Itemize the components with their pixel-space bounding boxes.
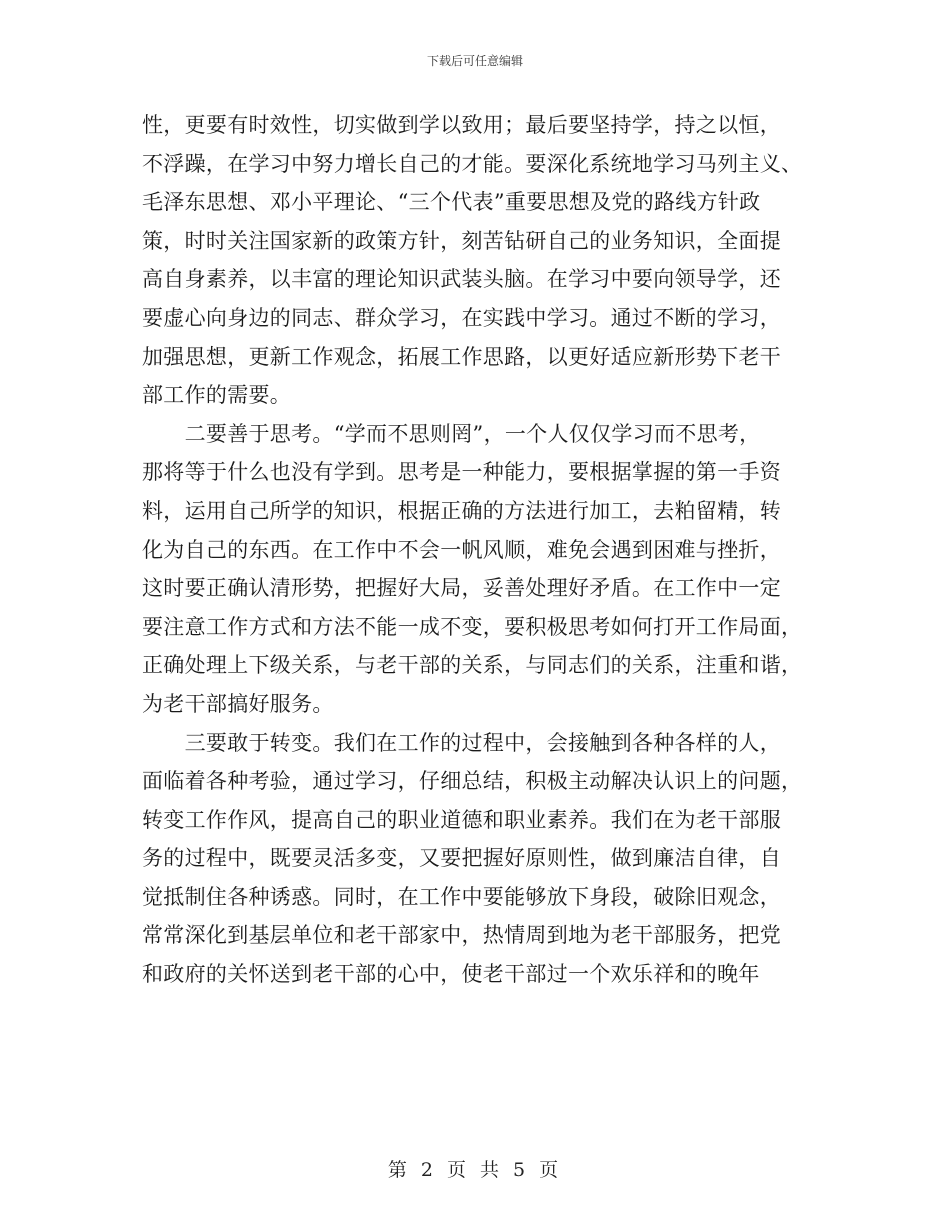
text-line: 转变工作作风，提高自己的职业道德和职业素养。我们在为老干部服: [142, 807, 781, 832]
text-line: 面临着各种考验，通过学习，仔细总结，积极主动解决认识上的问题，: [142, 769, 803, 794]
text-line: 那将等于什么也没有学到。思考是一种能力，要根据掌握的第一手资: [142, 460, 781, 485]
header-note: 下载后可任意编辑: [426, 54, 523, 68]
page-number-footer: 第 2 页 共 5 页: [387, 1159, 563, 1181]
text-line: 要注意工作方式和方法不能一成不变，要积极思考如何打开工作局面，: [142, 614, 803, 639]
text-line: 化为自己的东西。在工作中不会一帆风顺，难免会遇到困难与挫折，: [142, 537, 781, 562]
text-line: 策，时时关注国家新的政策方针，刻苦钻研自己的业务知识，全面提: [142, 228, 781, 253]
text-line: 觉抵制住各种诱惑。同时，在工作中要能够放下身段，破除旧观念，: [142, 884, 781, 909]
text-line: 料，运用自己所学的知识，根据正确的方法进行加工，去粕留精，转: [142, 498, 781, 523]
text-line: 性，更要有时效性，切实做到学以致用；最后要坚持学，持之以恒，: [142, 113, 781, 137]
text-line: 高自身素养，以丰富的理论知识武装头脑。在学习中要向领导学，还: [142, 267, 781, 292]
text-line: 正确处理上下级关系，与老干部的关系，与同志们的关系，注重和谐，: [142, 653, 803, 678]
text-line: 常常深化到基层单位和老干部家中，热情周到地为老干部服务，把党: [142, 923, 781, 948]
text-line: 毛泽东思想、邓小平理论、“三个代表”重要思想及党的路线方针政: [142, 190, 761, 215]
text-line: 要虚心向身边的同志、群众学习，在实践中学习。通过不断的学习，: [142, 305, 781, 330]
text-line: 加强思想，更新工作观念，拓展工作思路，以更好适应新形势下老干: [142, 344, 781, 369]
text-line: 和政府的关怀送到老干部的心中，使老干部过一个欢乐祥和的晚年: [142, 962, 760, 987]
body-text: [142, 106, 812, 994]
text-line: 务的过程中，既要灵活多变，又要把握好原则性，做到廉洁自律，自: [142, 846, 781, 871]
text-line: 三要敢于转变。我们在工作的过程中，会接触到各种各样的人，: [142, 730, 781, 755]
text-line: 二要善于思考。“学而不思则罔”，一个人仅仅学习而不思考，: [142, 421, 761, 446]
text-line: 部工作的需要。: [142, 383, 292, 408]
text-line: 不浮躁，在学习中努力增长自己的才能。要深化系统地学习马列主义、: [142, 151, 803, 176]
text-line: 为老干部搞好服务。: [142, 691, 334, 716]
text-line: 这时要正确认清形势，把握好大局，妥善处理好矛盾。在工作中一定: [142, 576, 781, 601]
